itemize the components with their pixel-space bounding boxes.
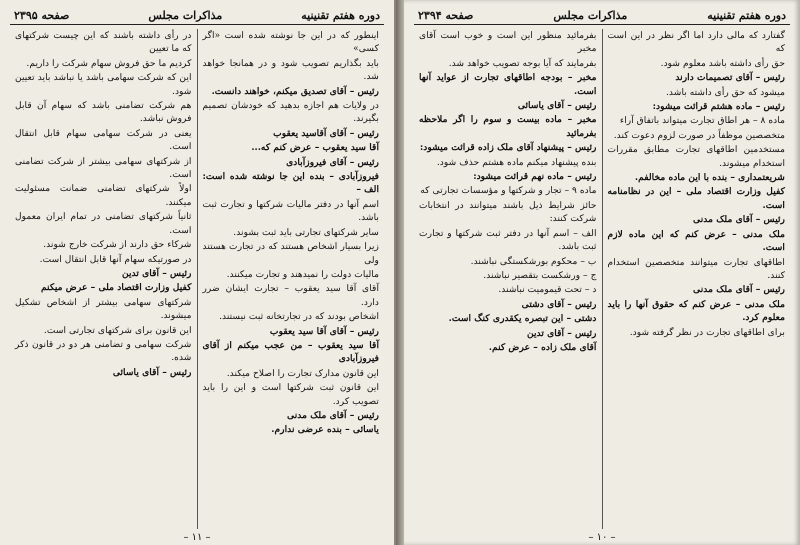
paragraph: یاسائی – بنده عرضی ندارم. — [271, 424, 379, 436]
paragraph: شریعتمداری – بنده با این ماده مخالفم. — [634, 172, 785, 184]
paragraph: رئیس – آقای دشتی — [521, 298, 597, 310]
paragraph: هم شرکت تضامنی باشد که سهام آن قابل فروش نباشد. — [15, 100, 192, 125]
paragraph: رئیس – پیشنهاد آقای ملک زاده قرائت میشود: — [419, 142, 597, 154]
paragraph: مخبر – بودجه اطاقهای تجارت از عواید آنها است. — [419, 72, 597, 97]
paragraph: بنده پیشنهاد میکنم ماده هشتم حذف شود. — [436, 156, 597, 168]
right-page-columns — [414, 29, 790, 529]
paragraph: مستخدمین اطاقهای تجارت مطابق مقررات استخدام میشوند. — [607, 144, 785, 169]
left-page — [0, 0, 396, 545]
paragraph: رئیس – آقای آقا سید یعقوب — [269, 325, 379, 337]
left-page-number-label: صفحه ۲۳۹۵ — [14, 8, 70, 22]
paragraph: برای اطاقهای تجارت در نظر گرفته شود. — [629, 326, 785, 338]
paragraph: باید بگذاریم تصویب شود و در همانجا خواهد شد. — [202, 57, 379, 83]
paragraph: رئیس – آقای تدین — [526, 327, 597, 339]
paragraph: یعنی در شرکت سهامی سهام قابل انتقال است. — [15, 127, 192, 153]
paragraph: د – تحت قیمومیت نباشند. — [498, 284, 597, 296]
paragraph: اشخاص بودند که در تجارتخانه ثبت نیستند. — [219, 311, 379, 323]
paragraph: رئیس – آقای ملک مدنی — [693, 284, 785, 296]
paragraph: الف – اسم آنها در دفتر ثبت شرکتها و تجارت ثبت باشد. — [419, 227, 597, 253]
paragraph: بفرمایند که آیا بوجه تصویب خواهد شد. — [448, 57, 597, 69]
paragraph: ملک مدنی – عرض کنم که این ماده لازم است. — [607, 228, 785, 254]
paragraph: ثانیاً شرکتهای تضامنی در تمام ایران معمول است. — [15, 211, 192, 236]
paragraph: سایر شرکتهای تجارتی باید ثبت بشوند. — [233, 226, 379, 238]
paragraph: مالیات دولت را نمیدهند و تجارت میکنند. — [226, 268, 379, 280]
paragraph: آقای آقا سید یعقوب – تجارت ایشان ضرر دارد. — [202, 283, 379, 308]
right-page-left-column — [414, 29, 603, 529]
paragraph: آقای ملک زاده – عرض کنم. — [488, 341, 597, 353]
paragraph: ماده ۸ – هر اطاق تجارت میتواند باتفاق آراء — [619, 115, 785, 127]
left-page-session: دوره هفتم تقنینیه — [301, 8, 380, 22]
paragraph: در صورتیکه سهام آنها قابل انتقال است. — [39, 253, 192, 265]
paragraph: رئیس – آقای تدین — [121, 267, 192, 279]
paragraph: بفرمائید منظور این است و خوب است آقای مخبر — [419, 30, 597, 55]
paragraph: از شرکتهای سهامی بیشتر از شرکت تضامنی است. — [15, 155, 192, 181]
left-page-left-column — [10, 29, 198, 529]
left-page-right-column — [198, 29, 385, 529]
paragraph: کفیل وزارت اقتصاد ملی – این در نظامنامه است. — [607, 186, 785, 211]
paragraph: متخصصین موظفاً در صورت لزوم دعوت کند. — [613, 129, 785, 141]
paragraph: در ولایات هم اجازه بدهید که خودشان تصمیم بگیرند. — [202, 100, 379, 125]
paragraph: آقا سید یعقوب – من عجب میکنم از آقای فیروزآبادی — [202, 339, 379, 365]
right-page-header — [414, 6, 790, 25]
paragraph: حائز شرایط ذیل باشند میتوانند در انتخابات شرکت کنند: — [419, 199, 597, 225]
paragraph: اینطور که در این جا نوشته شده است «اگر کسی» — [202, 30, 379, 55]
paragraph: رئیس – آقای آقاسید یعقوب — [273, 127, 379, 139]
right-page-number-label: صفحه ۲۳۹۴ — [418, 8, 474, 22]
paragraph: حق رأی داشته باشد معلوم شود. — [660, 57, 785, 69]
paragraph: رئیس – ماده نهم قرائت میشود: — [473, 171, 597, 183]
paragraph: اسم آنها در دفتر مالیات شرکتها و تجارت ثبت باشد. — [202, 198, 379, 224]
paragraph: میشود که حق رأی داشته باشد. — [666, 86, 785, 98]
paragraph: فیروزآبادی – بنده این جا نوشته شده است: الف – — [202, 171, 379, 196]
paragraph: دشتی – این تبصره یکقدری کنگ است. — [448, 313, 597, 325]
paragraph: رئیس – آقای ملک مدنی — [693, 214, 785, 226]
right-page-title: مذاکرات مجلس — [553, 8, 628, 22]
left-page-header — [10, 6, 384, 25]
paragraph: رئیس – ماده هشتم قرائت میشود: — [652, 101, 785, 113]
right-page-right-column — [603, 29, 791, 529]
paragraph: این قانون ثبت شرکتها است و این را باید تصویب کرد. — [202, 382, 379, 407]
paragraph: آقا سید یعقوب – عرض کنم که... — [251, 142, 379, 154]
paragraph: رئیس – آقای تصدیق میکنم، خواهند دانست. — [211, 85, 379, 97]
paragraph: اطاقهای تجارت میتوانند متخصصین استخدام کنند. — [607, 256, 785, 281]
book-gutter — [396, 0, 404, 545]
paragraph: در رأی داشته باشند که این چیست شرکتهای که ما تعیین — [15, 30, 192, 55]
paragraph: شرکاء حق دارند از شرکت خارج شوند. — [43, 239, 192, 251]
paragraph: رئیس – آقای تصمیمات دارند — [675, 72, 785, 84]
paragraph: شرکتهای سهامی بیشتر از اشخاص تشکیل میشوند. — [15, 296, 192, 322]
paragraph: زیرا بسیار اشخاص هستند که در تجارت هستند ولی — [202, 241, 379, 266]
paragraph: ب – محکوم بورشکستگی نباشند. — [470, 255, 597, 267]
paragraph: رئیس – آقای فیروزآبادی — [286, 156, 379, 168]
paragraph: این که شرکت سهامی باشد یا نباشد باید تعیین شود. — [15, 72, 192, 97]
paragraph: شرکت سهامی و تضامنی هر دو در قانون ذکر شده. — [15, 338, 192, 364]
paragraph: ماده ۹ – تجار و شرکتها و مؤسسات تجارتی که — [420, 185, 597, 197]
right-page-session: دوره هفتم تقنینیه — [707, 8, 786, 22]
paragraph: گفتارد که مالی دارد اما اگر نظر در این است که — [607, 30, 785, 55]
paragraph: این قانون برای شرکتهای تجارتی است. — [43, 324, 192, 336]
paragraph: رئیس – آقای ملک مدنی — [287, 409, 379, 421]
left-page-footer-number: – ۱۱ – — [183, 532, 211, 543]
paragraph: این قانون مدارک تجارت را اصلاح میکند. — [226, 367, 379, 379]
paragraph: رئیس – آقای یاسائی — [112, 366, 192, 378]
paragraph: ملک مدنی – عرض کنم که حقوق آنها را باید معلوم کرد. — [607, 298, 785, 324]
right-page-footer-number: – ۱۰ – — [588, 532, 616, 543]
paragraph: کردیم ما حق فروش سهام شرکت را داریم. — [26, 57, 192, 69]
paragraph: مخبر – ماده بیست و سوم را اگر ملاحظه بفرمائید — [419, 114, 597, 139]
left-page-title: مذاکرات مجلس — [148, 8, 223, 22]
left-page-columns — [10, 29, 384, 529]
paragraph: ج – ورشکست بتقصیر نباشند. — [483, 269, 597, 281]
paragraph: کفیل وزارت اقتصاد ملی – عرض میکنم — [40, 282, 192, 294]
paragraph: رئیس – آقای یاسائی — [517, 100, 597, 112]
paragraph: اولاً شرکتهای تضامنی ضمانت مسئولیت میکنند. — [15, 183, 192, 208]
right-page — [404, 0, 800, 545]
